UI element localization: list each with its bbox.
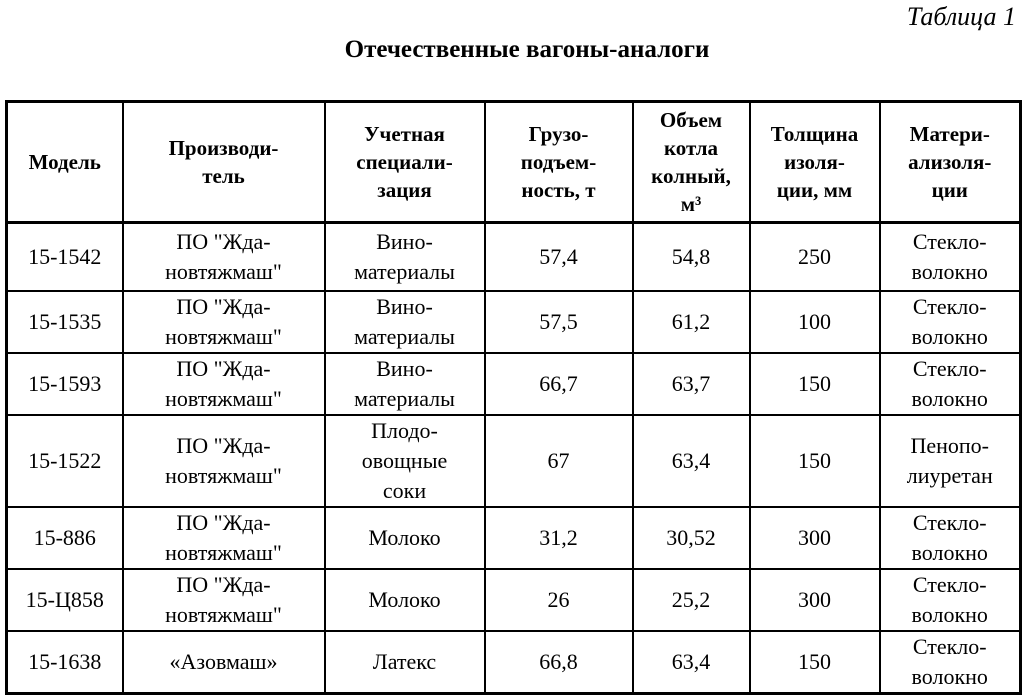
column-header: Объем котла колный, м³: [633, 102, 750, 223]
table-cell: 61,2: [633, 291, 750, 353]
table-cell: 57,4: [485, 223, 633, 291]
table-row: [7, 353, 1021, 415]
table-cell: 150: [750, 631, 880, 694]
table-cell: ПО "Жда- новтяжмаш": [123, 353, 325, 415]
table-cell: 15-Ц858: [7, 569, 123, 631]
table-cell: Молоко: [325, 507, 485, 569]
column-header: Толщина изоля- ции, мм: [750, 102, 880, 223]
table-cell: 300: [750, 569, 880, 631]
column-header: Матери- ализоля- ции: [880, 102, 1021, 223]
table-cell: ПО "Жда- новтяжмаш": [123, 569, 325, 631]
table-row: [7, 223, 1021, 291]
table-cell: Латекс: [325, 631, 485, 694]
table-cell: 300: [750, 507, 880, 569]
table-cell: Молоко: [325, 569, 485, 631]
table-cell: 15-1542: [7, 223, 123, 291]
table-cell: Стекло- волокно: [880, 291, 1021, 353]
column-header: Модель: [7, 102, 123, 223]
column-header: Производи- тель: [123, 102, 325, 223]
table-cell: «Азовмаш»: [123, 631, 325, 694]
table-title: Отечественные вагоны-аналоги: [344, 36, 710, 63]
table-cell: 63,4: [633, 415, 750, 507]
table-cell: 150: [750, 353, 880, 415]
table-cell: 67: [485, 415, 633, 507]
table-cell: 26: [485, 569, 633, 631]
wagons-table: [5, 100, 1022, 695]
table-cell: 150: [750, 415, 880, 507]
table-row: [7, 291, 1021, 353]
table-caption: Таблица 1: [906, 2, 1016, 31]
table-cell: 57,5: [485, 291, 633, 353]
table-cell: Вино- материалы: [325, 353, 485, 415]
table-cell: ПО "Жда- новтяжмаш": [123, 507, 325, 569]
table-cell: 15-886: [7, 507, 123, 569]
table-row: [7, 415, 1021, 507]
column-header: Учетная специали- зация: [325, 102, 485, 223]
table-cell: ПО "Жда- новтяжмаш": [123, 291, 325, 353]
table-cell: Пенопо- лиуретан: [880, 415, 1021, 507]
table-cell: 15-1535: [7, 291, 123, 353]
table-cell: Стекло- волокно: [880, 569, 1021, 631]
table-cell: 100: [750, 291, 880, 353]
header-row: [7, 102, 1021, 223]
table-cell: ПО "Жда- новтяжмаш": [123, 415, 325, 507]
table-cell: 30,52: [633, 507, 750, 569]
table-cell: 15-1522: [7, 415, 123, 507]
table-cell: 66,7: [485, 353, 633, 415]
table-cell: Вино- материалы: [325, 223, 485, 291]
table-cell: 15-1593: [7, 353, 123, 415]
table-cell: 66,8: [485, 631, 633, 694]
table-cell: Плодо- овощные соки: [325, 415, 485, 507]
table-cell: 63,4: [633, 631, 750, 694]
table-row: [7, 569, 1021, 631]
table-cell: 63,7: [633, 353, 750, 415]
table-cell: Стекло- волокно: [880, 507, 1021, 569]
table-cell: 25,2: [633, 569, 750, 631]
table-row: [7, 631, 1021, 694]
table-cell: 15-1638: [7, 631, 123, 694]
table-cell: 54,8: [633, 223, 750, 291]
table-cell: 250: [750, 223, 880, 291]
table-cell: Стекло- волокно: [880, 353, 1021, 415]
table-row: [7, 507, 1021, 569]
table-cell: Стекло- волокно: [880, 631, 1021, 694]
table-cell: ПО "Жда- новтяжмаш": [123, 223, 325, 291]
table-cell: Стекло- волокно: [880, 223, 1021, 291]
column-header: Грузо- подъем- ность, т: [485, 102, 633, 223]
table-cell: 31,2: [485, 507, 633, 569]
table-cell: Вино- материалы: [325, 291, 485, 353]
